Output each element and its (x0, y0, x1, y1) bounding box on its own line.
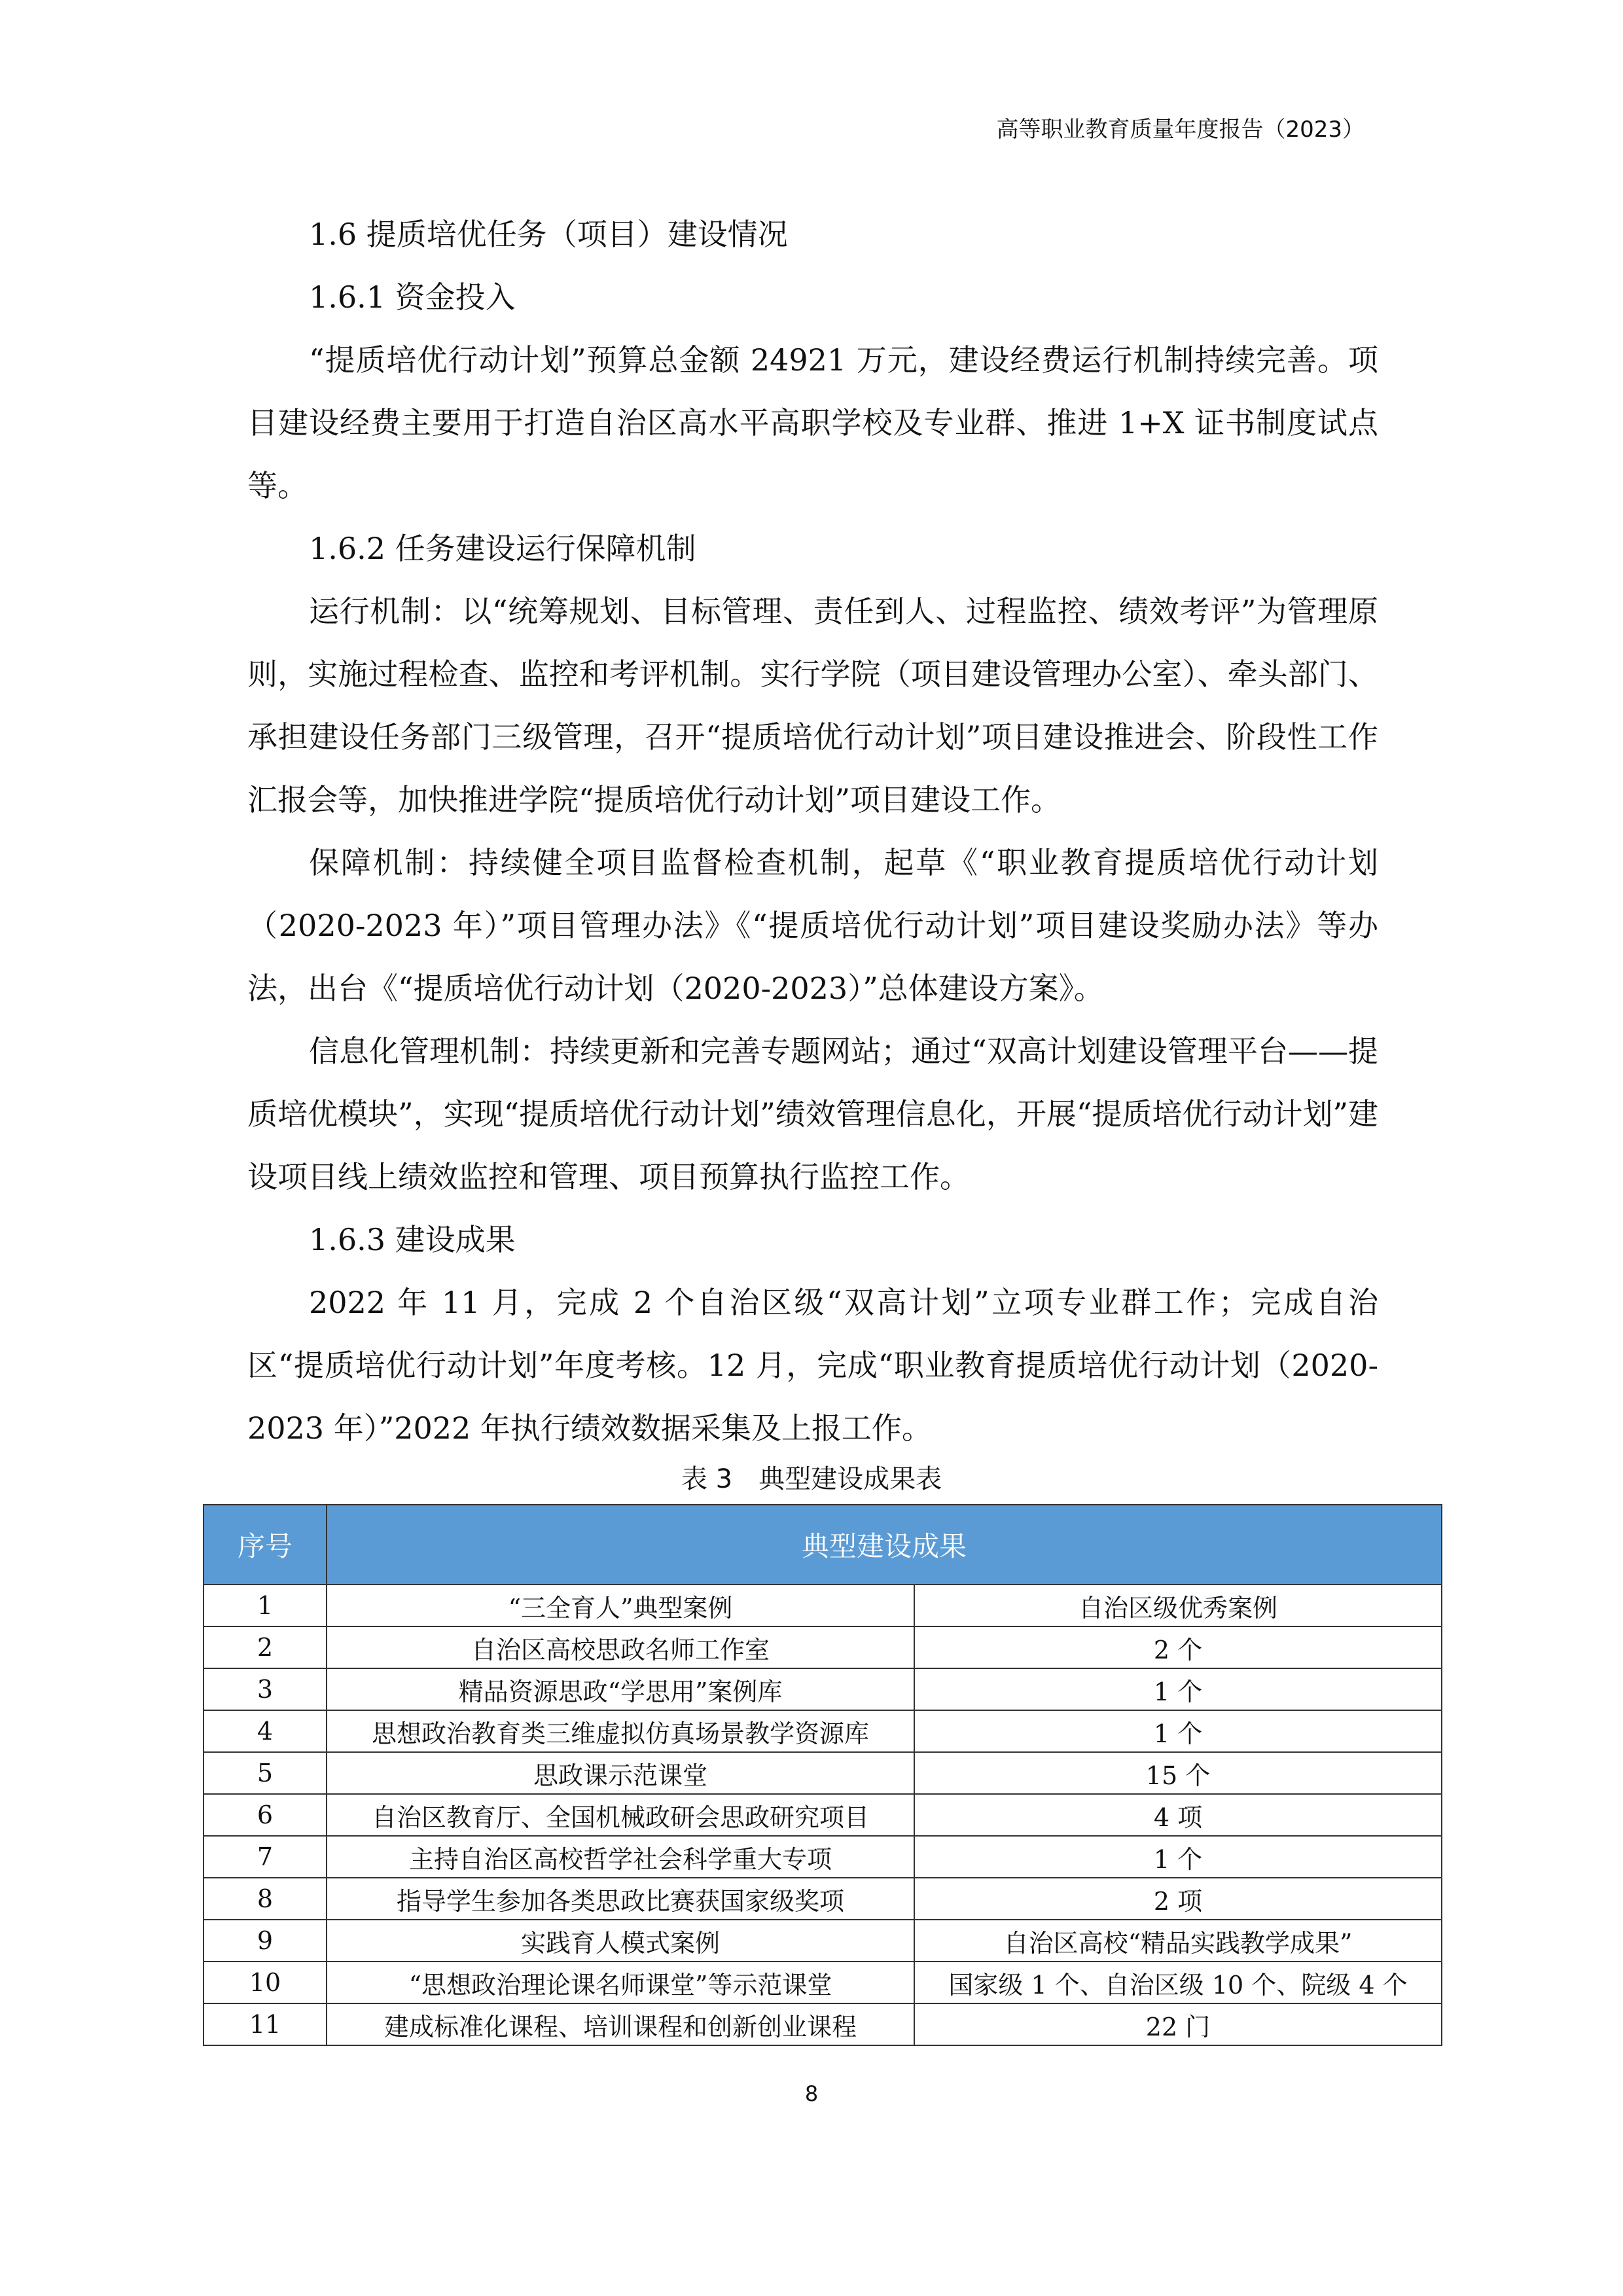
row-result: 1 个 (914, 1710, 1442, 1752)
row-item: 思政课示范课堂 (327, 1752, 914, 1794)
section-heading-1-6-1: 1.6.1 资金投入 (309, 279, 516, 315)
table-row (204, 1794, 1442, 1836)
row-result: 国家级 1 个、自治区级 10 个、院级 4 个 (914, 1962, 1442, 2003)
row-item: 实践育人模式案例 (327, 1920, 914, 1962)
results-table (203, 1504, 1442, 2046)
row-index: 3 (204, 1668, 327, 1710)
row-result: 2 项 (914, 1878, 1442, 1920)
header-results: 典型建设成果 (327, 1505, 1442, 1585)
row-index: 7 (204, 1836, 327, 1878)
row-index: 1 (204, 1585, 327, 1626)
row-result: 2 个 (914, 1626, 1442, 1668)
row-item: “思想政治理论课名师课堂”等示范课堂 (327, 1962, 914, 2003)
row-item: 主持自治区高校哲学社会科学重大专项 (327, 1836, 914, 1878)
table-row (204, 1668, 1442, 1710)
table-row (204, 1585, 1442, 1626)
section-heading-1-6-3: 1.6.3 建设成果 (309, 1222, 516, 1257)
row-index: 10 (204, 1962, 327, 2003)
section-heading-1-6: 1.6 提质培优任务（项目）建设情况 (309, 217, 788, 252)
table-row (204, 1710, 1442, 1752)
page-number: 8 (804, 2081, 819, 2106)
row-index: 2 (204, 1626, 327, 1668)
row-result: 4 项 (914, 1794, 1442, 1836)
row-item: 建成标准化课程、培训课程和创新创业课程 (327, 2003, 914, 2045)
row-index: 11 (204, 2003, 327, 2045)
row-result: 自治区高校“精品实践教学成果” (914, 1920, 1442, 1962)
row-index: 5 (204, 1752, 327, 1794)
paragraph-results: 2022 年 11 月，完成 2 个自治区级“双高计划”立项专业群工作；完成自治区“提质培优行动计划”年度考核。12 月，完成“职业教育提质培优行动计划（2020-2023 年）”2022 年执行绩效数据采集及上报工作。 (247, 1285, 1378, 1446)
table-row (204, 1920, 1442, 1962)
row-index: 9 (204, 1920, 327, 1962)
table-caption: 表 3 典型建设成果表 (681, 1464, 942, 1494)
table-row (204, 1962, 1442, 2003)
table-row (204, 1836, 1442, 1878)
row-item: 思想政治教育类三维虚拟仿真场景教学资源库 (327, 1710, 914, 1752)
header-index: 序号 (204, 1505, 327, 1585)
row-result: 自治区级优秀案例 (914, 1585, 1442, 1626)
row-item: “三全育人”典型案例 (327, 1585, 914, 1626)
row-item: 精品资源思政“学思用”案例库 (327, 1668, 914, 1710)
row-index: 4 (204, 1710, 327, 1752)
paragraph-guarantee-mechanism: 保障机制：持续健全项目监督检查机制，起草《“职业教育提质培优行动计划（2020-2023 年）”项目管理办法》《“提质培优行动计划”项目建设奖励办法》等办法，出台《“提质培优行动计划（2020-2023）”总体建设方案》。 (247, 845, 1378, 1006)
row-item: 指导学生参加各类思政比赛获国家级奖项 (327, 1878, 914, 1920)
row-index: 6 (204, 1794, 327, 1836)
row-item: 自治区高校思政名师工作室 (327, 1626, 914, 1668)
running-header: 高等职业教育质量年度报告（2023） (996, 117, 1364, 143)
paragraph-information-mechanism: 信息化管理机制：持续更新和完善专题网站；通过“双高计划建设管理平台——提质培优模块”，实现“提质培优行动计划”绩效管理信息化，开展“提质培优行动计划”建设项目线上绩效监控和管理、项目预算执行监控工作。 (247, 1033, 1378, 1194)
table-row (204, 1626, 1442, 1668)
body-text (247, 203, 1378, 1460)
table-row (204, 1878, 1442, 1920)
row-index: 8 (204, 1878, 327, 1920)
section-heading-1-6-2: 1.6.2 任务建设运行保障机制 (309, 531, 696, 566)
row-result: 15 个 (914, 1752, 1442, 1794)
paragraph-operation-mechanism: 运行机制：以“统筹规划、目标管理、责任到人、过程监控、绩效考评”为管理原则，实施过程检查、监控和考评机制。实行学院（项目建设管理办公室）、牵头部门、承担建设任务部门三级管理，召开“提质培优行动计划”项目建设推进会、阶段性工作汇报会等，加快推进学院“提质培优行动计划”项目建设工作。 (247, 594, 1378, 817)
table-header-row (204, 1505, 1442, 1585)
row-result: 22 门 (914, 2003, 1442, 2045)
table-row (204, 1752, 1442, 1794)
table-row (204, 2003, 1442, 2045)
row-result: 1 个 (914, 1836, 1442, 1878)
row-item: 自治区教育厅、全国机械政研会思政研究项目 (327, 1794, 914, 1836)
row-result: 1 个 (914, 1668, 1442, 1710)
paragraph-funding: “提质培优行动计划”预算总金额 24921 万元，建设经费运行机制持续完善。项目建设经费主要用于打造自治区高水平高职学校及专业群、推进 1+X 证书制度试点等。 (247, 342, 1378, 503)
